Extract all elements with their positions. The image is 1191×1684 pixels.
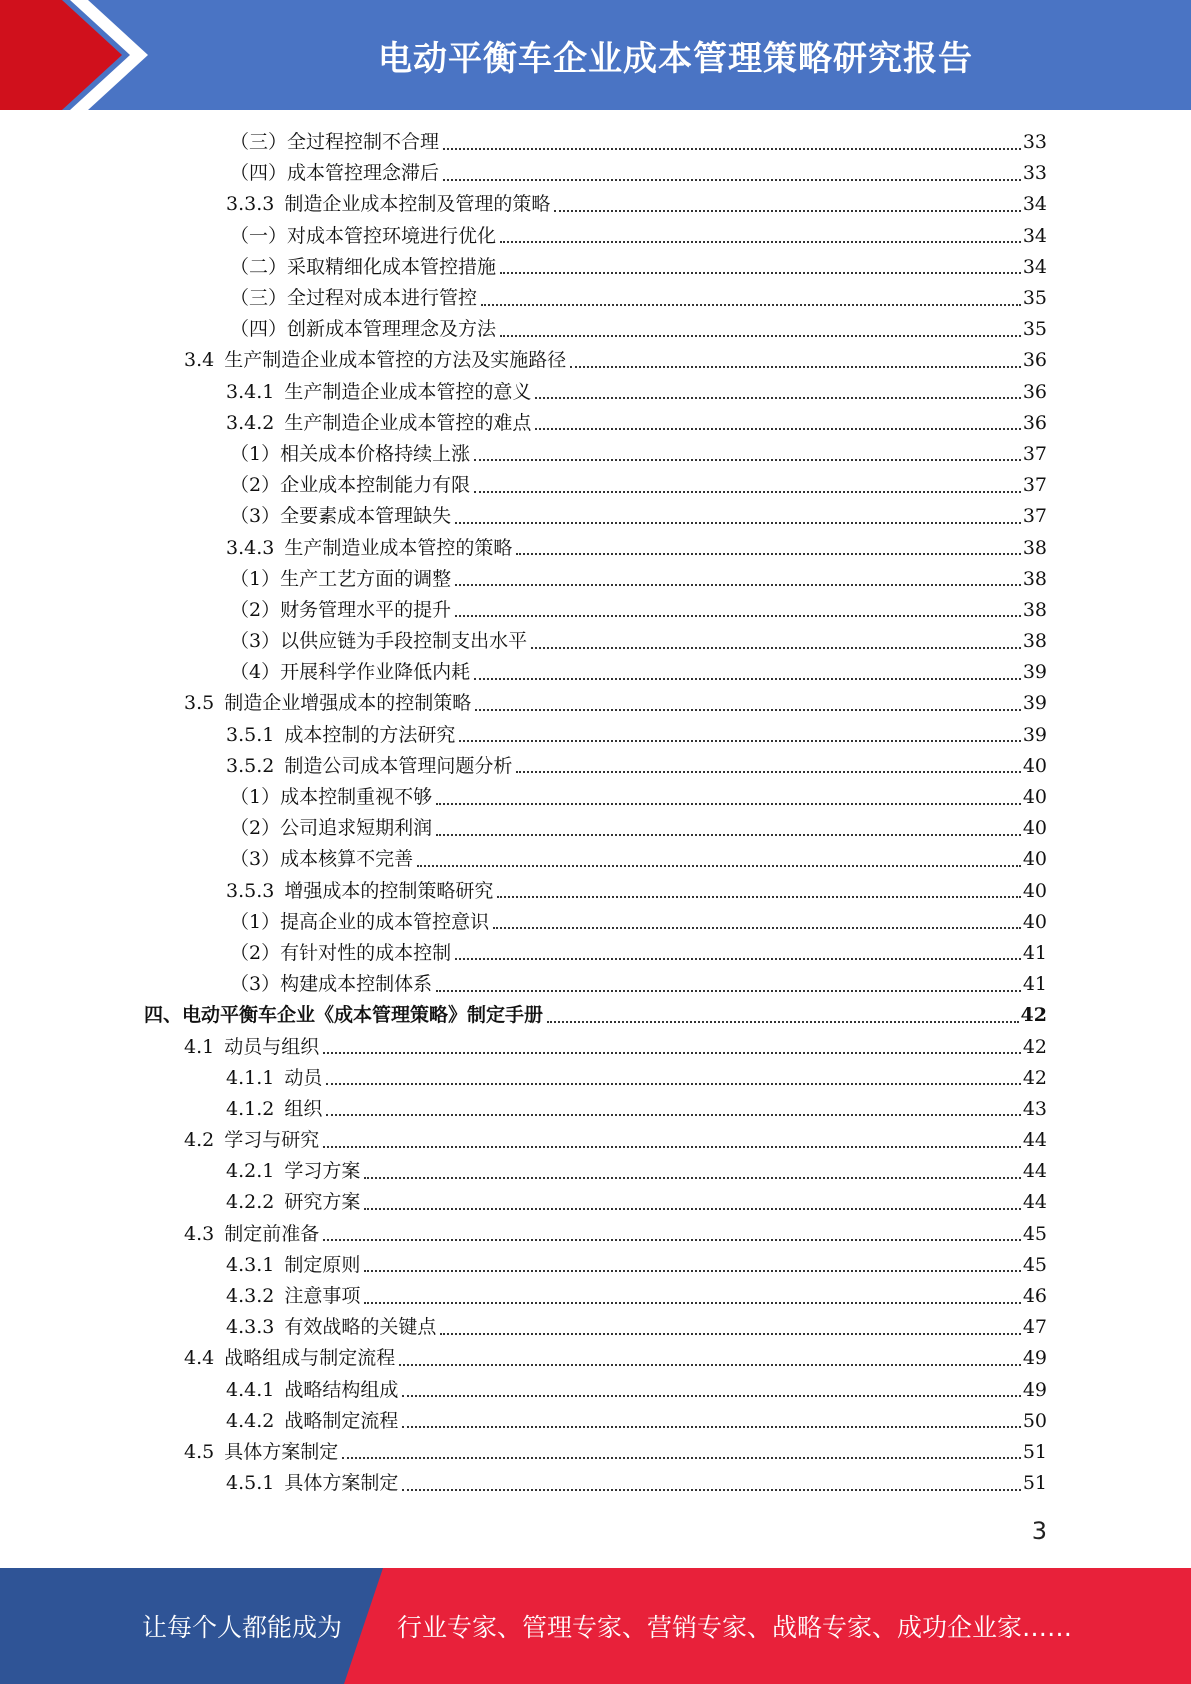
toc-entry-page: 45 (1022, 1253, 1047, 1276)
toc-dot-leader (493, 927, 1021, 929)
toc-entry-page: 49 (1022, 1347, 1047, 1370)
toc-entry[interactable] (0, 532, 1191, 563)
toc-entry-text: 动员 (284, 1066, 323, 1089)
toc-dot-leader (323, 1239, 1021, 1241)
toc-entry-number: 3.3.3 (226, 193, 275, 216)
toc-entry-text: （四）创新成本管理理念及方法 (230, 318, 497, 341)
page-footer (0, 1568, 1191, 1684)
toc-entry-text: （一）对成本管控环境进行优化 (230, 224, 497, 247)
toc-entry-number: 4.3 (184, 1222, 215, 1245)
toc-entry-text: 四、电动平衡车企业《成本管理策略》制定手册 (144, 1004, 544, 1027)
toc-dot-leader (474, 678, 1021, 680)
toc-dot-leader (455, 958, 1021, 960)
toc-entry-text: （3）以供应链为手段控制支出水平 (230, 630, 528, 653)
toc-entry-page: 38 (1022, 630, 1047, 653)
toc-dot-leader (500, 335, 1021, 337)
toc-entry[interactable] (0, 844, 1191, 875)
toc-entry[interactable] (0, 158, 1191, 189)
toc-dot-leader (475, 709, 1021, 711)
toc-dot-leader (364, 1302, 1020, 1304)
toc-entry-page: 40 (1022, 910, 1047, 933)
toc-entry-title (226, 1375, 400, 1406)
toc-entry-page: 51 (1022, 1472, 1047, 1495)
toc-entry-title (230, 564, 453, 595)
toc-dot-leader (474, 459, 1021, 461)
toc-dot-leader (417, 865, 1021, 867)
header-arrow-decoration (0, 0, 160, 110)
toc-dot-leader (364, 1208, 1020, 1210)
toc-entry-page: 38 (1022, 567, 1047, 590)
toc-entry-title (226, 1281, 362, 1312)
toc-entry-number: 4.4 (184, 1347, 215, 1370)
toc-entry-number: 3.4.1 (226, 380, 275, 403)
toc-dot-leader (455, 615, 1021, 617)
toc-entry-page: 34 (1022, 255, 1047, 278)
toc-entry-number: 4.2.2 (226, 1191, 275, 1214)
toc-entry-title (226, 1250, 362, 1281)
toc-entry-page: 41 (1022, 941, 1047, 964)
document-title: 电动平衡车企业成本管理策略研究报告 (378, 38, 973, 79)
toc-entry-page: 38 (1022, 598, 1047, 621)
toc-entry-number: 3.5 (184, 692, 215, 715)
toc-entry-number: 4.4.2 (226, 1409, 275, 1432)
toc-entry-text: 动员与组织 (224, 1035, 320, 1058)
toc-entry-title (226, 189, 552, 220)
toc-entry[interactable] (0, 1063, 1191, 1094)
toc-entry-text: （1）生产工艺方面的调整 (230, 567, 452, 590)
toc-entry[interactable] (0, 252, 1191, 283)
toc-entry-number: 4.5 (184, 1440, 215, 1463)
toc-dot-leader (500, 241, 1021, 243)
toc-entry-title (226, 1094, 324, 1125)
toc-entry-title (230, 470, 472, 501)
toc-entry-title (230, 595, 453, 626)
toc-entry-page: 49 (1022, 1378, 1047, 1401)
toc-entry[interactable] (0, 657, 1191, 688)
toc-entry-title (230, 127, 441, 158)
toc-entry[interactable] (0, 1437, 1191, 1468)
toc-entry-number: 4.1.2 (226, 1097, 275, 1120)
toc-entry-text: 研究方案 (284, 1191, 361, 1214)
toc-entry[interactable] (0, 1125, 1191, 1156)
toc-entry-page: 39 (1022, 692, 1047, 715)
toc-dot-leader (547, 1021, 1019, 1023)
toc-dot-leader (497, 896, 1020, 898)
toc-entry-number: 4.1.1 (226, 1066, 275, 1089)
toc-entry-title (184, 1032, 321, 1063)
toc-entry-text: （二）采取精细化成本管控措施 (230, 255, 497, 278)
toc-entry-title (226, 533, 514, 564)
toc-entry[interactable] (0, 189, 1191, 220)
toc-entry-page: 35 (1022, 318, 1047, 341)
toc-entry-number: 4.2 (184, 1129, 215, 1152)
toc-entry-number: 3.4.2 (226, 411, 275, 434)
toc-dot-leader (326, 1114, 1020, 1116)
toc-entry-page: 46 (1022, 1285, 1047, 1308)
toc-entry[interactable] (0, 314, 1191, 345)
toc-entry-page: 39 (1022, 723, 1047, 746)
toc-entry-text: （2）财务管理水平的提升 (230, 598, 452, 621)
toc-entry[interactable] (0, 1281, 1191, 1312)
toc-entry-page: 39 (1022, 661, 1047, 684)
toc-dot-leader (443, 148, 1021, 150)
toc-entry-text: 生产制造企业成本管控的方法及实施路径 (224, 349, 567, 372)
toc-dot-leader (459, 740, 1020, 742)
footer-roles: 行业专家、管理专家、营销专家、战略专家、成功企业家…… (397, 1613, 1073, 1642)
toc-entry-text: （1）成本控制重视不够 (230, 786, 433, 809)
toc-entry-text: 战略结构组成 (284, 1378, 399, 1401)
toc-entry-page: 36 (1022, 349, 1047, 372)
toc-entry[interactable] (0, 221, 1191, 252)
toc-entry[interactable] (0, 1219, 1191, 1250)
toc-entry-number: 4.2.1 (226, 1160, 275, 1183)
toc-entry-number: 3.5.1 (226, 723, 275, 746)
toc-entry-number: 4.4.1 (226, 1378, 275, 1401)
toc-dot-leader (455, 584, 1021, 586)
toc-entry-title (144, 1000, 545, 1031)
toc-entry[interactable] (0, 470, 1191, 501)
toc-entry-page: 33 (1022, 162, 1047, 185)
toc-entry[interactable] (0, 127, 1191, 158)
toc-entry-text: 有效战略的关键点 (284, 1316, 437, 1339)
toc-entry-title (184, 1125, 321, 1156)
toc-entry-number: 4.5.1 (226, 1472, 275, 1495)
toc-entry-number: 4.3.1 (226, 1253, 275, 1276)
toc-dot-leader (474, 491, 1021, 493)
toc-entry-text: 具体方案制定 (284, 1472, 399, 1495)
toc-entry-text: （三）全过程对成本进行管控 (230, 287, 478, 310)
toc-entry-page: 34 (1022, 193, 1047, 216)
toc-entry[interactable] (0, 1406, 1191, 1437)
toc-entry-title (226, 1468, 400, 1499)
table-of-contents (0, 127, 1191, 1499)
toc-entry-title (230, 782, 434, 813)
toc-entry-title (230, 969, 434, 1000)
toc-entry-title (230, 439, 472, 470)
toc-entry[interactable] (0, 1187, 1191, 1218)
toc-entry-text: 学习与研究 (224, 1129, 320, 1152)
toc-entry-page: 37 (1022, 505, 1047, 528)
toc-entry-text: （3）全要素成本管理缺失 (230, 505, 452, 528)
toc-entry-title (226, 1312, 438, 1343)
toc-entry-text: 学习方案 (284, 1160, 361, 1183)
toc-entry[interactable] (0, 813, 1191, 844)
toc-entry-number: 3.5.2 (226, 754, 275, 777)
toc-entry-page: 50 (1022, 1409, 1047, 1432)
toc-entry-text: （2）公司追求短期利润 (230, 817, 433, 840)
toc-entry-number: 4.1 (184, 1035, 215, 1058)
toc-entry-text: （3）成本核算不完善 (230, 848, 414, 871)
toc-dot-leader (436, 803, 1021, 805)
toc-entry-text: 生产制造业成本管控的策略 (284, 536, 513, 559)
toc-dot-leader (402, 1395, 1020, 1397)
toc-dot-leader (402, 1489, 1020, 1491)
toc-entry-text: （3）构建成本控制体系 (230, 973, 433, 996)
toc-entry-number: 3.4 (184, 349, 215, 372)
toc-entry-title (230, 252, 498, 283)
toc-entry-text: （1）相关成本价格持续上涨 (230, 442, 471, 465)
toc-entry-title (230, 657, 472, 688)
toc-dot-leader (443, 179, 1021, 181)
toc-entry-title (230, 844, 415, 875)
toc-dot-leader (535, 428, 1020, 430)
toc-dot-leader (440, 1333, 1020, 1335)
toc-entry-page: 42 (1022, 1035, 1047, 1058)
toc-entry-title (226, 720, 457, 751)
toc-entry[interactable] (0, 626, 1191, 657)
toc-entry-title (226, 408, 533, 439)
toc-entry-page: 42 (1020, 1004, 1047, 1027)
toc-entry[interactable] (0, 1000, 1191, 1031)
toc-entry-text: 制造企业成本控制及管理的策略 (284, 193, 551, 216)
toc-entry-page: 47 (1022, 1316, 1047, 1339)
toc-entry-text: 生产制造企业成本管控的难点 (284, 411, 532, 434)
toc-entry-page: 40 (1022, 817, 1047, 840)
toc-entry-title (230, 314, 498, 345)
toc-entry[interactable] (0, 876, 1191, 907)
toc-entry-title (230, 626, 529, 657)
toc-entry-text: （1）提高企业的成本管控意识 (230, 910, 490, 933)
toc-entry-text: 注意事项 (284, 1285, 361, 1308)
toc-dot-leader (455, 522, 1021, 524)
toc-entry-text: （四）成本管控理念滞后 (230, 162, 440, 185)
toc-dot-leader (323, 1052, 1021, 1054)
toc-entry[interactable] (0, 595, 1191, 626)
toc-dot-leader (535, 397, 1020, 399)
toc-entry-page: 45 (1022, 1222, 1047, 1245)
toc-entry-title (226, 1406, 400, 1437)
toc-entry-title (230, 813, 434, 844)
toc-entry-page: 36 (1022, 411, 1047, 434)
toc-entry-page: 38 (1022, 536, 1047, 559)
toc-entry-text: （2）有针对性的成本控制 (230, 941, 452, 964)
toc-entry-page: 35 (1022, 287, 1047, 310)
toc-entry-title (226, 1156, 362, 1187)
toc-entry-title (230, 283, 479, 314)
toc-entry[interactable] (0, 1343, 1191, 1374)
toc-entry-number: 3.5.3 (226, 879, 275, 902)
toc-entry-text: 制造公司成本管理问题分析 (284, 754, 513, 777)
toc-dot-leader (323, 1146, 1021, 1148)
toc-entry-title (184, 345, 568, 376)
toc-entry-text: 增强成本的控制策略研究 (284, 879, 494, 902)
toc-entry-title (230, 221, 498, 252)
toc-entry-page: 40 (1022, 879, 1047, 902)
toc-entry[interactable] (0, 1468, 1191, 1499)
toc-entry[interactable] (0, 283, 1191, 314)
toc-entry[interactable] (0, 907, 1191, 938)
toc-entry[interactable] (0, 969, 1191, 1000)
toc-entry-title (226, 1063, 324, 1094)
toc-entry-page: 37 (1022, 474, 1047, 497)
toc-entry-title (184, 688, 473, 719)
toc-entry-page: 42 (1022, 1066, 1047, 1089)
toc-dot-leader (500, 272, 1021, 274)
toc-dot-leader (516, 771, 1020, 773)
toc-entry-text: 生产制造企业成本管控的意义 (284, 380, 532, 403)
toc-entry-title (226, 377, 533, 408)
toc-entry-title (230, 158, 441, 189)
toc-entry-title (230, 938, 453, 969)
toc-dot-leader (570, 366, 1021, 368)
toc-entry-page: 44 (1022, 1129, 1047, 1152)
toc-entry-number: 4.3.3 (226, 1316, 275, 1339)
footer-slogan: 让每个人都能成为 (142, 1613, 343, 1642)
toc-dot-leader (481, 304, 1021, 306)
toc-entry-page: 44 (1022, 1160, 1047, 1183)
toc-dot-leader (342, 1457, 1021, 1459)
toc-entry-text: 制造企业增强成本的控制策略 (224, 692, 472, 715)
toc-entry-page: 40 (1022, 754, 1047, 777)
toc-entry-title (230, 501, 453, 532)
toc-entry[interactable] (0, 408, 1191, 439)
toc-dot-leader (326, 1083, 1020, 1085)
toc-entry[interactable] (0, 1094, 1191, 1125)
toc-entry[interactable] (0, 720, 1191, 751)
toc-entry[interactable] (0, 1375, 1191, 1406)
toc-entry-page: 36 (1022, 380, 1047, 403)
page-number: 3 (1031, 1517, 1047, 1545)
toc-entry-page: 44 (1022, 1191, 1047, 1214)
toc-entry-text: 组织 (284, 1097, 323, 1120)
toc-entry-page: 51 (1022, 1440, 1047, 1463)
toc-entry[interactable] (0, 1031, 1191, 1062)
toc-entry[interactable] (0, 439, 1191, 470)
toc-entry[interactable] (0, 1312, 1191, 1343)
toc-entry-title (230, 907, 491, 938)
toc-entry-text: 制定前准备 (224, 1222, 320, 1245)
toc-entry-title (184, 1219, 321, 1250)
toc-entry[interactable] (0, 1156, 1191, 1187)
toc-entry-title (226, 876, 495, 907)
toc-entry-title (184, 1343, 397, 1374)
toc-dot-leader (436, 990, 1021, 992)
toc-dot-leader (531, 647, 1021, 649)
toc-dot-leader (436, 834, 1021, 836)
toc-entry[interactable] (0, 377, 1191, 408)
page-header (0, 0, 1191, 110)
toc-entry[interactable] (0, 345, 1191, 376)
toc-entry-text: （4）开展科学作业降低内耗 (230, 661, 471, 684)
toc-entry[interactable] (0, 564, 1191, 595)
toc-entry-title (226, 1187, 362, 1218)
toc-entry-text: 成本控制的方法研究 (284, 723, 456, 746)
toc-entry-text: 战略制定流程 (284, 1409, 399, 1432)
toc-entry-page: 33 (1022, 131, 1047, 154)
toc-entry[interactable] (0, 751, 1191, 782)
toc-entry[interactable] (0, 688, 1191, 719)
toc-entry[interactable] (0, 501, 1191, 532)
toc-entry-text: 战略组成与制定流程 (224, 1347, 396, 1370)
toc-entry-page: 37 (1022, 442, 1047, 465)
toc-entry-title (184, 1437, 340, 1468)
toc-entry-number: 4.3.2 (226, 1285, 275, 1308)
toc-entry[interactable] (0, 938, 1191, 969)
toc-entry-page: 43 (1022, 1097, 1047, 1120)
toc-dot-leader (402, 1426, 1020, 1428)
toc-entry-text: （2）企业成本控制能力有限 (230, 474, 471, 497)
toc-dot-leader (554, 210, 1020, 212)
toc-entry[interactable] (0, 1250, 1191, 1281)
toc-entry[interactable] (0, 782, 1191, 813)
toc-dot-leader (399, 1364, 1021, 1366)
toc-dot-leader (516, 553, 1020, 555)
toc-dot-leader (364, 1270, 1020, 1272)
toc-entry-page: 41 (1022, 973, 1047, 996)
toc-entry-number: 3.4.3 (226, 536, 275, 559)
toc-entry-text: （三）全过程控制不合理 (230, 131, 440, 154)
toc-entry-title (226, 751, 514, 782)
toc-entry-page: 34 (1022, 224, 1047, 247)
toc-entry-text: 制定原则 (284, 1253, 361, 1276)
toc-entry-page: 40 (1022, 848, 1047, 871)
toc-dot-leader (364, 1177, 1020, 1179)
toc-entry-text: 具体方案制定 (224, 1440, 339, 1463)
toc-entry-page: 40 (1022, 786, 1047, 809)
